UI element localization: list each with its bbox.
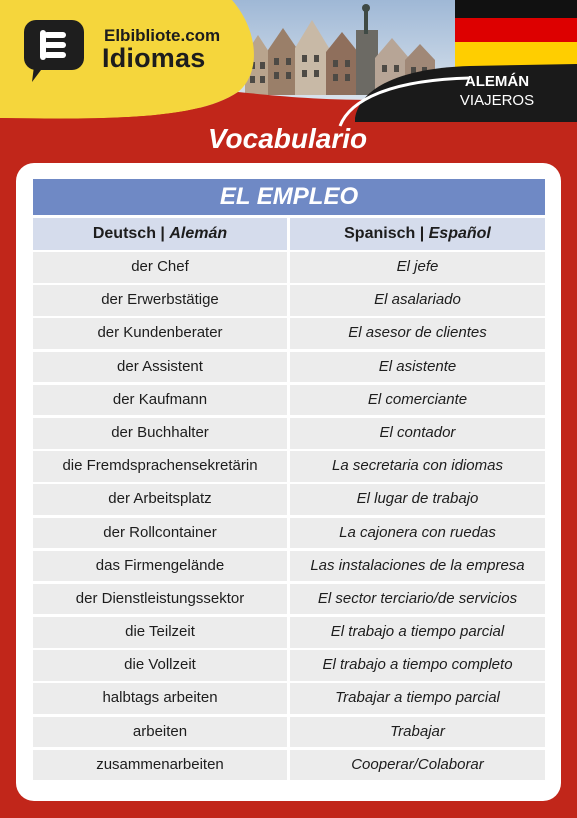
table-row <box>33 352 545 385</box>
german-term: halbtags arbeiten <box>33 683 287 714</box>
german-term: der Arbeitsplatz <box>33 484 287 515</box>
table-row <box>33 451 545 484</box>
spanish-term: Las instalaciones de la empresa <box>290 551 545 582</box>
speech-bubble-book-icon <box>22 18 86 84</box>
spanish-term: La secretaria con idiomas <box>290 451 545 482</box>
header-german: Deutsch | Alemán <box>33 218 287 250</box>
table-row <box>33 318 545 351</box>
level-language: ALEMÁN <box>464 73 530 90</box>
german-term: die Fremdsprachensekretärin <box>33 451 287 482</box>
german-term: der Buchhalter <box>33 418 287 449</box>
spanish-term: El asistente <box>290 352 545 383</box>
table-body <box>33 252 545 783</box>
german-term: der Rollcontainer <box>33 518 287 549</box>
spanish-term: El lugar de trabajo <box>290 484 545 515</box>
germany-flag-icon <box>455 0 577 70</box>
brand-site: Elbibliote.com <box>104 26 221 45</box>
table-row <box>33 518 545 551</box>
german-term: der Erwerbstätige <box>33 285 287 316</box>
spanish-term: La cajonera con ruedas <box>290 518 545 549</box>
level-label <box>455 72 539 110</box>
german-term: der Dienstleistungssektor <box>33 584 287 615</box>
spanish-term: El trabajo a tiempo completo <box>290 650 545 681</box>
table-row <box>33 484 545 517</box>
spanish-term: El contador <box>290 418 545 449</box>
table-header <box>33 218 545 250</box>
german-term: die Vollzeit <box>33 650 287 681</box>
level-audience: VIAJEROS <box>459 92 535 109</box>
german-term: die Teilzeit <box>33 617 287 648</box>
german-term: der Chef <box>33 252 287 283</box>
table-row <box>33 252 545 285</box>
spanish-term: El comerciante <box>290 385 545 416</box>
table-row <box>33 617 545 650</box>
header-banner <box>0 0 577 128</box>
spanish-term: Cooperar/Colaborar <box>290 750 545 781</box>
table-row <box>33 584 545 617</box>
table-row <box>33 551 545 584</box>
german-term: das Firmengelände <box>33 551 287 582</box>
table-row <box>33 385 545 418</box>
section-title: Vocabulario <box>207 123 368 154</box>
spanish-term: Trabajar a tiempo parcial <box>290 683 545 714</box>
spanish-term: El sector terciario/de servicios <box>290 584 545 615</box>
spanish-term: El jefe <box>290 252 545 283</box>
table-row <box>33 418 545 451</box>
german-term: der Kundenberater <box>33 318 287 349</box>
german-term: zusammenarbeiten <box>33 750 287 781</box>
table-row <box>33 750 545 783</box>
german-term: der Assistent <box>33 352 287 383</box>
table-title: EL EMPLEO <box>33 179 545 215</box>
table-row <box>33 717 545 750</box>
brand-name: Idiomas <box>102 43 206 73</box>
german-term: der Kaufmann <box>33 385 287 416</box>
spanish-term: El asesor de clientes <box>290 318 545 349</box>
table-row <box>33 285 545 318</box>
german-term: arbeiten <box>33 717 287 748</box>
table-row <box>33 683 545 716</box>
header-spanish: Spanisch | Español <box>290 218 545 250</box>
spanish-term: El trabajo a tiempo parcial <box>290 617 545 648</box>
spanish-term: El asalariado <box>290 285 545 316</box>
spanish-term: Trabajar <box>290 717 545 748</box>
table-row <box>33 650 545 683</box>
